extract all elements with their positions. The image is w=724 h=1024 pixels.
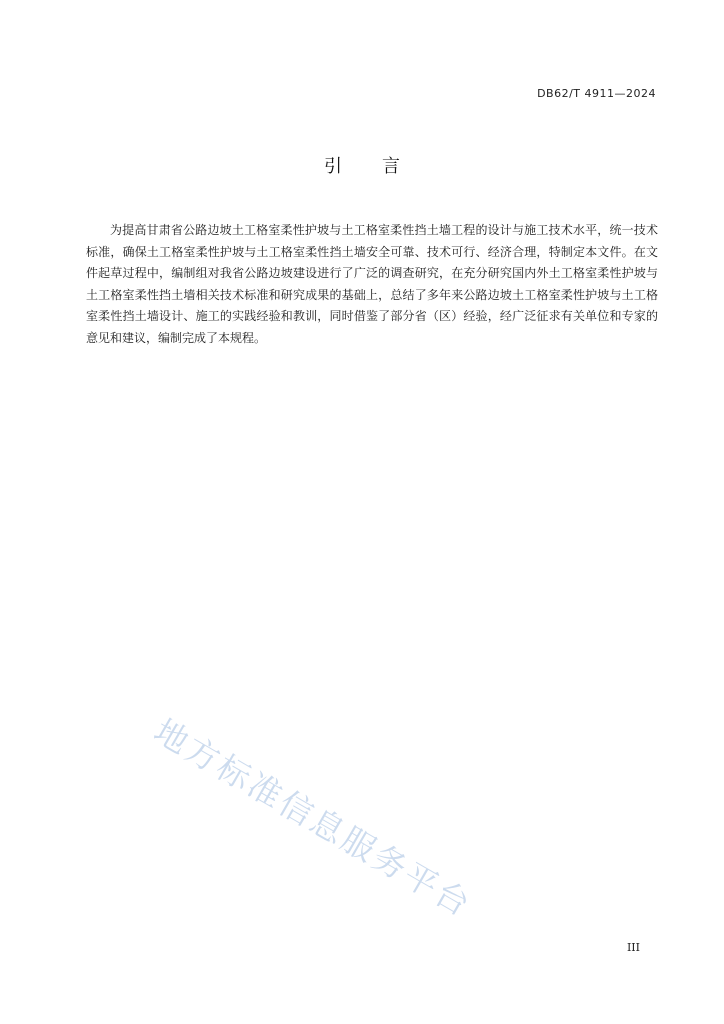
page-title: 引言 [324, 156, 440, 177]
page-number: III [626, 941, 640, 954]
watermark: 地方标准信息服务平台 [147, 711, 479, 925]
introduction-paragraph: 为提高甘肃省公路边坡土工格室柔性护坡与土工格室柔性挡土墙工程的设计与施工技术水平，统一技术标准，确保土工格室柔性护坡与土工格室柔性挡土墙安全可靠、技术可行、经济合理，特制定本文件。在文件起草过程中，编制组对我省公路边坡建设进行了广泛的调查研究，在充分研究国内外土工格室柔性护坡与土工格室柔性挡土墙相关技术标准和研究成果的基础上，总结了多年来公路边坡土工格室柔性护坡与土工格室柔性挡土墙设计、施工的实践经验和教训，同时借鉴了部分省（区）经验，经广泛征求有关单位和专家的意见和建议，编制完成了本规程。 [86, 223, 658, 345]
document-code: DB62/T 4911—2024 [537, 87, 656, 100]
